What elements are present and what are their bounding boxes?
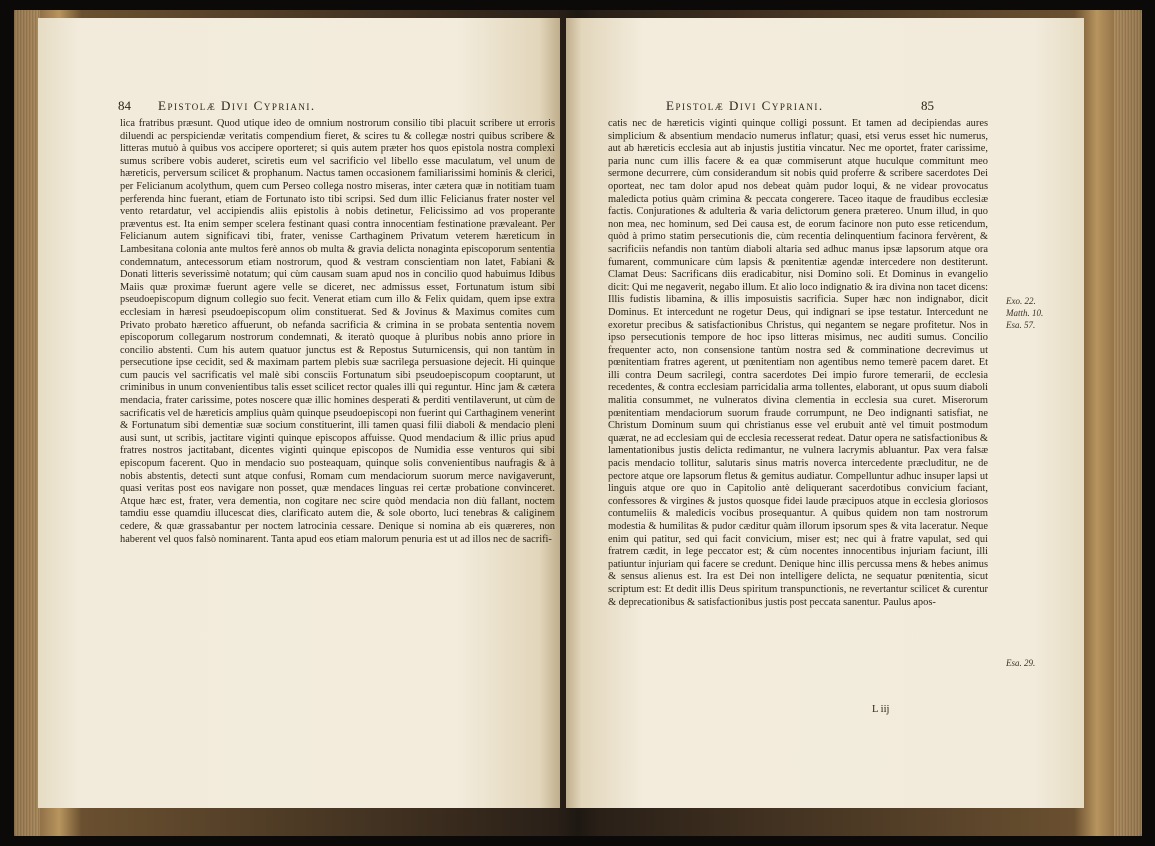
signature-mark: L iij	[872, 704, 890, 715]
running-head: Epistolæ Divi Cypriani.	[666, 98, 824, 113]
page-number: 84	[118, 98, 131, 113]
left-page	[38, 18, 560, 808]
running-head: Epistolæ Divi Cypriani.	[158, 98, 316, 113]
margin-note: Esa. 57.	[1006, 320, 1036, 330]
page-number: 85	[921, 98, 934, 113]
book-fore-edge-right	[1114, 10, 1142, 836]
page-body-text: lica fratribus præsunt. Quod utique ideo de omnium nostrorum consilio tibi placuit scribere ut erroris diluendi ac perspiciendæ veritatis compendium fieret, & scires tu & collegæ nostri quibus scribere & litteras mutuò à quibus vos accipere oporteret; si quis autem præter hos quos epistola nostra complexi sumus scribere vobis auderet, sciretis eum vel sacrificio vel libello esse maculatum, vel unum de hæreticis, perversum scilicet & prophanum. Nactus tamen occasionem familiarissimi hominis & clerici, per Felicianum acolythum, quem cum Perseo collega nostro miseras, inter cætera quæ in notitiam tuam perferenda hinc fuerant, etiam de Fortunato isto tibi scripsi. Sed dum illic Felicianus frater noster vel vento retardatur, vel accipiendis aliis epistolis à nobis detinetur, Felicissimo ad vos properante præventus est. Ita enim semper scelera festinant quasi contra innocentiam festinatione prævaleant. Per Felicianum autem significavi tibi, frater, venisse Carthaginem Privatum veterem hæreticum in Lambesitana colonia ante multos ferè annos ob multa & gravia delicta nonaginta episcoporum sententia condemnatum, antecessorum etiam nostrorum, quod & vestram conscientiam non latet, Fabiani & Donati litteris severissimè notatum; qui cùm causam suam apud nos in concilio quod habuimus Idibus Maiis quæ proximæ fuerunt agere velle se diceret, nec admissus esset, Fortunatum istum sibi pseudoepiscopum dignum collegio suo fecit. Venerat etiam cum illo & Felix quidam, quem ipse extra ecclesiam in hæresi pseudoepiscopum olim constituerat. Sed & Jovinus & Maximus comites cum Privato probato hæretico affuerunt, ob nefanda sacrificia & crimina in se probata sententia novem episcoporum collegarum nostrorum condemnati, & iteratò quoque à pluribus nobis anno priore in concilio abstenti. Cum his autem quatuor junctus est & Repostus Suturnicensis, qui non tantùm in persecutione ipse cecidit, sed & maximam partem plebis suæ sacrilega persuasione dejecit. Hi quinque cum paucis vel sacrificatis vel malè sibi consciis Fortunatum sibi pseudoepiscopum cooptarunt, ut criminibus in unum convenientibus talis esset scilicet rector quales illi qui reguntur. Hinc jam & cætera mendacia, frater carissime, potes noscere quæ illic homines desperati & perditi ventilaverunt, ut cùm de sacrificatis vel de hæreticis amplius quàm quinque pseudoepiscopi non fuerint qui Carthaginem venerint & Fortunatum sibi dementiæ suæ socium constituerint, illi tamen quasi filii diaboli & mendacio pleni ausi sunt, ut scribis, jactitare viginti quinque episcopos affuisse. Quod mendacium & illic prius apud fratres nostros jactitabant, dicentes viginti quinque episcopos de Numidia esse venturos qui sibi episcopum facerent. Quo in mendacio suo posteaquam, quinque solis convenientibus naufragis & à nobis abstentis, detecti sunt atque confusi, Romam cum mendaciorum suorum merce navigaverunt, quasi veritas post eos navigare non posset, quæ mendaces linguas rei certæ probatione convinceret. Atque hæc est, frater, vera dementia, non cogitare nec scire quòd mendacia non diù fallant, noctem tamdiu esse quamdiu illucescat dies, clarificato autem die, & sole oborto, luci tenebras & caliginem cedere, & quæ grassabantur per noctem latrocinia cessare. Denique si nomina ab eis quæreres, non haberent vel quos falsò nominarent. Tanta apud eos etiam malorum penuria est ut ad illos nec de sacrifi-	[120, 118, 555, 545]
margin-note: Esa. 29.	[1006, 658, 1036, 668]
page-body-text: catis nec de hæreticis viginti quinque colligi possunt. Et tamen ad decipiendas aures simplicium & absentium mendacio numerus inflatur; quasi, etsi verus esset hic numerus, aut ab hæreticis ecclesia aut ab injustis justitia vincatur. Nec me oportet, frater carissime, paria nunc cum illis facere & ea quæ commiserunt atque huculque commitunt meo sermone decurrere, cùm considerandum sit nobis quid proferre & scribere sacerdotes Dei oporteat, nec tam dolor apud nos debeat quàm pudor loqui, & ne videar provocatus maledicta potius quàm crimina & peccata congerere. Taceo itaque de fraudibus ecclesiæ factis. Conjurationes & adulteria & varia delictorum genera prætereo. Unum illud, in quo non mea, nec hominum, sed Dei causa est, de eorum facinore non puto esse reticendum, quòd à primo statim persecutionis die, cùm recentia delinquentium facinora fervèrent, & sacrificiis nefandis non tantùm diaboli altaria sed adhuc manus ipsæ lapsorum atque ora fumarent, communicare cùm lapsis & pœnitentiæ agendæ intercedere non destiterunt. Clamat Deus: Sacrificans diis eradicabitur, nisi Domino soli. Et Dominus in evangelio dicit: Qui me negaverit, negabo illum. Et alio loco indignatio & ira divina non tacet dicens: Illis fudistis libamina, & illis imposuistis sacrificia. Super hæc non indignabor, dicit Dominus. Et intercedunt ne rogetur Deus, qui indignari se ipse testatur. Intercedunt ne exoretur precibus & satisfactionibus Christus, qui negantem se negare profitetur. Nos in ipso persecutionis tempore de hoc ipso litteras misimus, nec auditi sumus. Concilio frequenter acto, non consensione tantùm nostra sed & comminatione decrevimus ut pœnitentiam fratres agerent, ut pœnitentiam non agentibus nemo temerè pacem daret. Et illi contra Deum sacrilegi, contra sacerdotes Dei impio furore temerarii, de ecclesia recedentes, & contra ecclesiam parricidalia arma tollentes, elaborant, ut opus suum diaboli malitia consummet, ne vulneratos divina clementia in ecclesia sua curet. Miserorum pœnitentiam mendaciorum suorum fraude corrumpunt, ne Deo indignanti satisfiat, ne Christum Dominum suum qui christianus esse vel erubuit antè vel timuit postmodum quærat, ne ad ecclesiam qui de ecclesia recesserat redeat. Datur opera ne satisfactionibus & lamentationibus justis delicta redimantur, ne vulnera lacrymis abluantur. Pax vera falsæ pacis mendacio tollitur, salutaris sinus matris noverca intercedente præcluditur, ne de pectore atque ore lapsorum fletus & gemitus audiatur. Compelluntur adhuc insuper lapsi ut linguis atque ore quo in Capitolio antè deliquerant sacerdotibus convicium faciant, confessores & virgines & justos quosque fidei laude præcipuos atque in ecclesia gloriosos contumeliis & maledicis vocibus prosequantur. A quibus quidem non tam nostrorum modestia & humilitas & pudor cæditur quàm illorum ipsorum spes & vita laceratur. Neque enim qui patitur, sed qui facit convicium, miser est; nec qui à fratre vapulat, sed qui fratrem cædit, in lege peccator est; & cùm nocentes innocentibus injuriam faciunt, illi patiuntur injuriam qui facere se credunt. Denique hinc illis percussa mens & hebes animus & sensus alienus est. Ira est Dei non intelligere delicta, ne sequatur pœnitentia, sicut scriptum est: Et dedit illis Deus spiritum transpunctionis, ne revertantur scilicet & curentur & deprecationibus & satisfactionibus justis post peccata sanentur. Paulus apos-	[608, 118, 988, 608]
margin-note: Matth. 10.	[1006, 308, 1044, 318]
right-page	[566, 18, 1084, 808]
book-fore-edge-left	[14, 10, 40, 836]
margin-note: Exo. 22.	[1006, 296, 1036, 306]
